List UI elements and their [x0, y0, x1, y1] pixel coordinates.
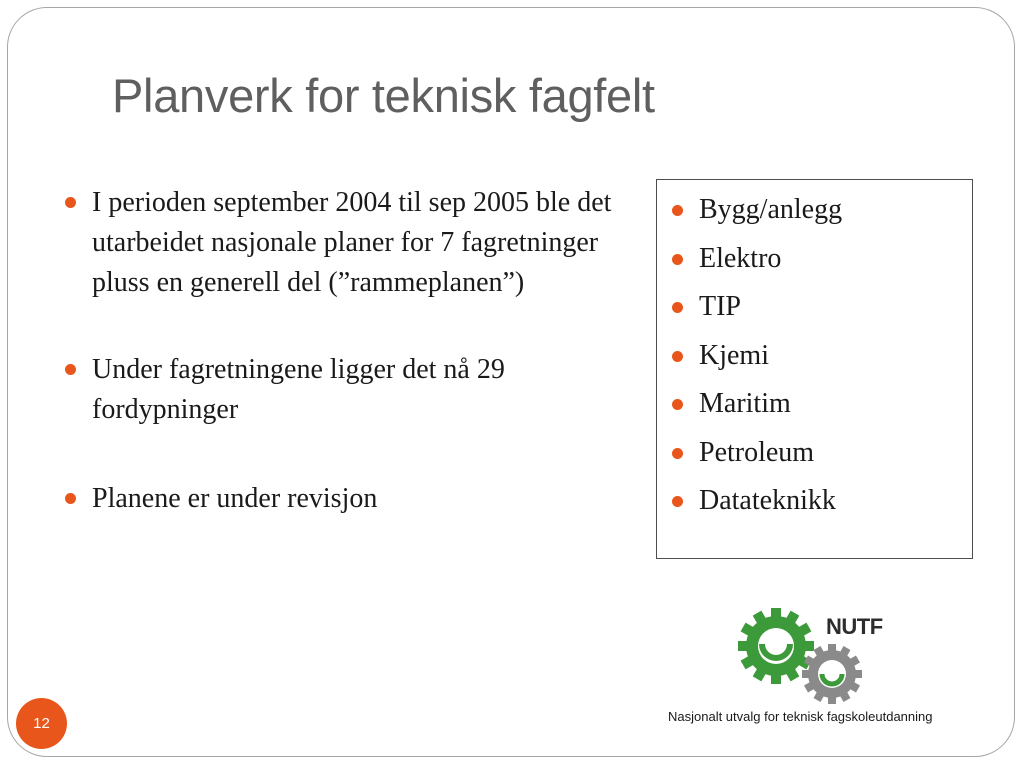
bullet-item [62, 183, 632, 303]
fagretninger-box [656, 179, 973, 559]
bullet-text: Under fagretningene ligger det nå 29 fordypninger [92, 354, 505, 425]
logo-caption: Nasjonalt utvalg for teknisk fagskoleutdanning [668, 709, 933, 724]
left-bullet-list [62, 183, 632, 565]
bullet-dot-icon [672, 205, 683, 216]
bullet-dot-icon [65, 197, 76, 208]
list-item-text: Maritim [699, 388, 791, 419]
bullet-dot-icon [672, 254, 683, 265]
list-item-text: Petroleum [699, 436, 815, 468]
logo-wordmark: NUTF [826, 614, 883, 639]
page-number: 12 [33, 715, 50, 732]
bullet-dot-icon [672, 399, 683, 410]
slide-title: Planverk for teknisk fagfelt [112, 69, 655, 122]
bullet-dot-icon [672, 496, 683, 507]
bullet-text: I perioden september 2004 til sep 2005 ble det utarbeidet nasjonale planer for 7 fagretninger pluss en generell del (”rammeplanen”) [92, 187, 612, 298]
list-item-text: Bygg/anlegg [699, 194, 843, 225]
list-item [669, 429, 972, 478]
bullet-dot-icon [672, 302, 683, 313]
bullet-dot-icon [672, 448, 683, 459]
list-item-text: Kjemi [699, 339, 769, 371]
list-item-text: TIP [699, 291, 741, 322]
bullet-dot-icon [65, 364, 76, 375]
list-item [669, 380, 972, 429]
list-item [669, 283, 972, 332]
fagretninger-list [657, 180, 972, 526]
page-number-badge [16, 698, 67, 749]
list-item [669, 186, 972, 235]
list-item [669, 235, 972, 284]
bullet-dot-icon [65, 493, 76, 504]
bullet-item [62, 479, 632, 519]
list-item-text: Elektro [699, 242, 782, 274]
list-item-text: Datateknikk [699, 485, 836, 516]
bullet-item [62, 350, 632, 430]
list-item [669, 477, 972, 526]
bullet-dot-icon [672, 351, 683, 362]
list-item [669, 332, 972, 381]
bullet-text: Planene er under revisjon [92, 483, 378, 514]
